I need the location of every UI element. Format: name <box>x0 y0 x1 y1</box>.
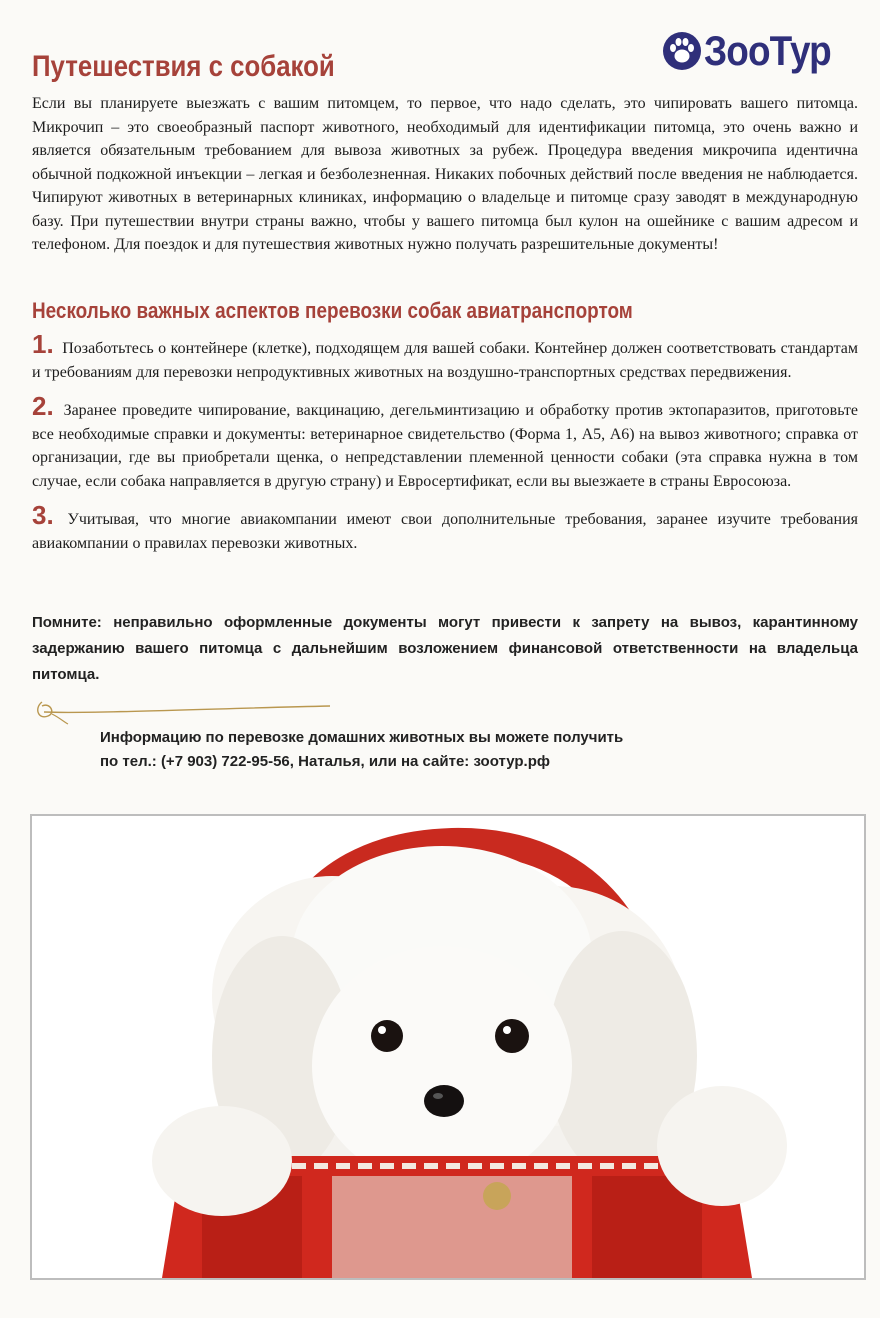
step-text: Заранее проведите чипирование, вакцинацию, дегельминтизацию и обработку против эктопаразитов, приготовьте все необходимые справки и документы: ветеринарное свидетельство (Форма 1, А5, А6) на вывоз животного; справка от организации, где вы приобретали щенка, о непредставлении племенной ценности собаки (эта справка нужна в том случае, если собака направляется в другую страну) и Евросертификат, если вы выезжаете в страны Евросоюза. <box>32 402 859 490</box>
contact-line-1: Информацию по перевозке домашних животных вы можете получить <box>100 729 624 746</box>
step-text: Учитывая, что многие авиакомпании имеют свои дополнительные требования, заранее изучите требования авиакомпании о правилах перевозки животных. <box>32 511 859 552</box>
steps-list <box>32 329 859 569</box>
list-item <box>32 329 859 384</box>
puppy-face <box>312 946 572 1186</box>
puppy-nose <box>424 1085 464 1117</box>
section-title: Несколько важных аспектов перевозки собак авиатранспортом <box>32 298 633 323</box>
logo-text: ЗооТур <box>704 27 831 74</box>
paw-icon <box>662 31 702 71</box>
list-item <box>32 391 859 493</box>
puppy-paw <box>657 1086 787 1206</box>
step-text: Позаботьтесь о контейнере (клетке), подходящем для вашей собаки. Контейнер должен соответствовать стандартам и требованиям для перевозки непродуктивных животных на воздушно-транспортных средствах передвижения. <box>32 340 859 381</box>
step-number: 1. <box>32 329 54 359</box>
step-number: 2. <box>32 391 54 421</box>
decorative-divider <box>30 692 335 728</box>
puppy-paw <box>152 1106 292 1216</box>
puppy-eye <box>495 1019 529 1053</box>
puppy-eye <box>371 1020 403 1052</box>
zootur-logo <box>662 27 848 74</box>
puppy-in-bag-illustration <box>32 816 864 1278</box>
page-title: Путешествия с собакой <box>32 50 335 83</box>
warning-note: Помните: неправильно оформленные документы могут привести к запрету на вывоз, карантинному задержанию вашего питомца с дальнейшим возложением финансовой ответственности на владельца питомца. <box>32 614 858 683</box>
contact-info <box>100 726 800 774</box>
intro-paragraph: Если вы планируете выезжать с вашим питомцем, то первое, что надо сделать, это чипировать вашего питомца. Микрочип – это своеобразный паспорт животного, необходимый для идентификации питомца, это очень важно и является обязательным требованием для вывоза животных за рубеж. Процедура введения микрочипа идентична обычной подкожной инъекции – легкая и безболезненная. Никаких побочных действий после введения не наблюдается. Чипируют животных в ветеринарных клиниках, информацию о владельце и питомце сразу заводят в международную базу. При путешествии внутри страны важно, чтобы у вашего питомца был кулон на ошейнике с вашим адресом и телефоном. Для поездок и для путешествия животных нужно получать разрешительные документы! <box>32 95 858 253</box>
step-number: 3. <box>32 500 54 530</box>
puppy-photo <box>30 814 866 1280</box>
collar-tag <box>483 1182 511 1210</box>
contact-line-2: по тел.: (+7 903) 722-95-56, Наталья, или на сайте: зоотур.рф <box>100 753 550 770</box>
list-item <box>32 500 859 555</box>
